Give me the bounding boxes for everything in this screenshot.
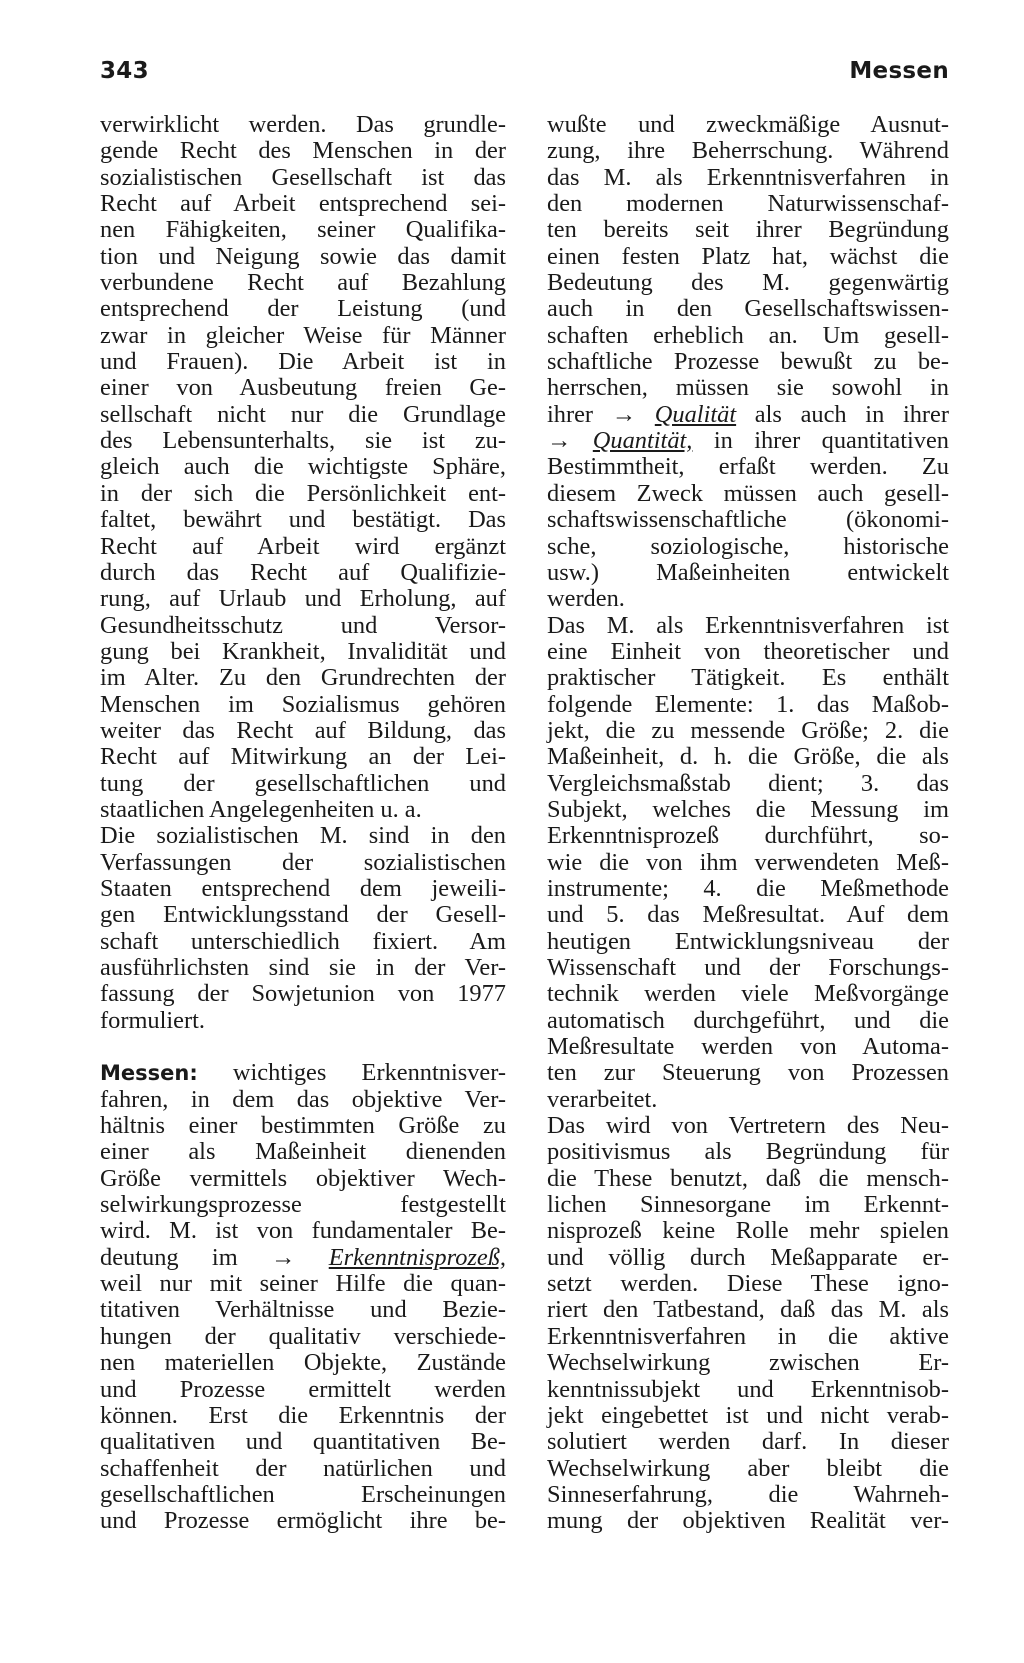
text-line: schaftswissenschaftliche (ökonomi- xyxy=(547,506,949,534)
text-line: zung, ihre Beherrschung. Während xyxy=(547,137,949,165)
text-line: Meßresultate werden von Automa- xyxy=(547,1033,949,1061)
text-line: in der sich die Persönlichkeit ent- xyxy=(100,479,506,507)
text-line: hungen der qualitativ verschiede- xyxy=(100,1322,506,1350)
text-line: tung der gesellschaftlichen und xyxy=(100,769,506,797)
text-line: fassung der Sowjetunion von 1977 xyxy=(100,980,506,1008)
text-line: sellschaft nicht nur die Grundlage xyxy=(100,400,506,428)
text-fragment: → xyxy=(547,427,593,455)
text-line: tion und Neigung sowie das damit xyxy=(100,242,506,270)
text-line: auch in den Gesellschaftswissen- xyxy=(547,295,949,323)
text-fragment: deutung im → xyxy=(100,1243,329,1271)
text-line: des Lebensunterhalts, sie ist zu- xyxy=(100,427,506,455)
text-line: folgende Elemente: 1. das Maßob- xyxy=(547,690,949,718)
text-line: Recht auf Arbeit entsprechend sei- xyxy=(100,190,506,218)
text-line: heutigen Entwicklungsniveau der xyxy=(547,927,949,955)
text-line: staatlichen Angelegenheiten u. a. xyxy=(100,795,422,823)
text-line: instrumente; 4. die Meßmethode xyxy=(547,874,949,902)
text-line: solutiert werden darf. In dieser xyxy=(547,1428,949,1456)
entry-headword: Messen: xyxy=(100,1061,198,1086)
text-line: einer als Maßeinheit dienenden xyxy=(100,1138,506,1166)
text-line-with-cross-reference xyxy=(547,402,949,428)
text-line: Vergleichsmaßstab dient; 3. das xyxy=(547,769,949,797)
text-line: hältnis einer bestimmten Größe zu xyxy=(100,1112,506,1140)
text-line: gen Entwicklungsstand der Gesell- xyxy=(100,901,506,929)
text-line: sozialistischen Gesellschaft ist das xyxy=(100,163,506,191)
text-line: selwirkungsprozesse festgestellt xyxy=(100,1191,506,1219)
text-line: mung der objektiven Realität ver- xyxy=(547,1507,949,1535)
cross-reference-link[interactable]: Erkenntnisprozeß, xyxy=(328,1243,506,1271)
text-line: positivismus als Begründung für xyxy=(547,1138,949,1166)
text-line: Gesundheitsschutz und Versor- xyxy=(100,611,506,639)
text-line: usw.) Maßeinheiten entwickelt xyxy=(547,558,949,586)
text-fragment: in ihrer quantitativen xyxy=(692,427,949,455)
text-line-with-cross-reference xyxy=(547,428,949,454)
text-line: durch das Recht auf Qualifizie- xyxy=(100,558,506,586)
text-line: weiter das Recht auf Bildung, das xyxy=(100,716,506,744)
text-line: weil nur mit seiner Hilfe die quan- xyxy=(100,1270,506,1298)
text-line: riert den Tatbestand, daß das M. als xyxy=(547,1296,949,1324)
text-line: praktischer Tätigkeit. Es enthält xyxy=(547,664,949,692)
text-line: jekt, die zu messende Größe; 2. die xyxy=(547,716,949,744)
text-line: zwar in gleicher Weise für Männer xyxy=(100,321,506,349)
text-line: Erkenntnisverfahren in die aktive xyxy=(547,1322,949,1350)
text-line: gung bei Krankheit, Invalidität und xyxy=(100,637,506,665)
text-line: können. Erst die Erkenntnis der xyxy=(100,1401,506,1429)
text-line: eine Einheit von theoretischer und xyxy=(547,637,949,665)
text-line: wird. M. ist von fundamentaler Be- xyxy=(100,1217,506,1245)
text-line: nen materiellen Objekte, Zustände xyxy=(100,1349,506,1377)
text-line: wußte und zweckmäßige Ausnut- xyxy=(547,111,949,138)
entry-first-line xyxy=(100,1060,506,1086)
text-line: verwirklicht werden. Das grundle- xyxy=(100,111,506,138)
text-line: wie die von ihm verwendeten Meß- xyxy=(547,848,949,876)
text-line: und völlig durch Meßapparate er- xyxy=(547,1243,949,1271)
text-line: einer von Ausbeutung freien Ge- xyxy=(100,374,506,402)
text-line: und Prozesse ermöglicht ihre be- xyxy=(100,1507,506,1535)
text-fragment: ihrer → xyxy=(547,400,655,428)
text-line: entsprechend der Leistung (und xyxy=(100,295,506,323)
page-number: 343 xyxy=(100,58,149,84)
text-fragment: als auch in ihrer xyxy=(736,400,949,428)
text-line: jekt eingebettet ist und nicht verab- xyxy=(547,1401,949,1429)
text-line: die These benutzt, daß die mensch- xyxy=(547,1164,949,1192)
text-line: Sinneserfahrung, die Wahrneh- xyxy=(547,1480,949,1508)
text-line: ten zur Steuerung von Prozessen xyxy=(547,1059,949,1087)
text-line: Staaten entsprechend dem jeweili- xyxy=(100,874,506,902)
text-line: Wechselwirkung zwischen Er- xyxy=(547,1349,949,1377)
text-line: faltet, bewährt und bestätigt. Das xyxy=(100,506,506,534)
text-line: gleich auch die wichtigste Sphäre, xyxy=(100,453,506,481)
text-line: werden. xyxy=(547,585,625,613)
text-line: ten bereits seit ihrer Begründung xyxy=(547,216,949,244)
paragraph-gap xyxy=(100,1034,506,1060)
text-line: einen festen Platz hat, wächst die xyxy=(547,242,949,270)
text-line: Das M. als Erkenntnisverfahren ist xyxy=(547,611,949,639)
text-line: formuliert. xyxy=(100,1006,205,1034)
text-line: schaft unterschiedlich fixiert. Am xyxy=(100,927,506,955)
text-line: kenntnissubjekt und Erkenntnisob- xyxy=(547,1375,949,1403)
text-line: Recht auf Arbeit wird ergänzt xyxy=(100,532,506,560)
text-line: gesellschaftlichen Erscheinungen xyxy=(100,1480,506,1508)
text-line: Maßeinheit, d. h. die Größe, die als xyxy=(547,743,949,771)
text-line: setzt werden. Diese These igno- xyxy=(547,1270,949,1298)
text-line: verbundene Recht auf Bezahlung xyxy=(100,269,506,297)
text-line: Bestimmtheit, erfaßt werden. Zu xyxy=(547,453,949,481)
running-title: Messen xyxy=(849,58,949,84)
text-line: Größe vermittels objektiver Wech- xyxy=(100,1164,506,1192)
text-line: schaftliche Prozesse bewußt zu be- xyxy=(547,348,949,376)
text-fragment: wichtiges Erkenntnisver- xyxy=(197,1059,506,1087)
running-head xyxy=(100,58,949,90)
text-line: ausführlichsten sind sie in der Ver- xyxy=(100,954,506,981)
text-line: und 5. das Meßresultat. Auf dem xyxy=(547,901,949,929)
text-line: schaffenheit der natürlichen und xyxy=(100,1454,506,1482)
text-line: den modernen Naturwissenschaf- xyxy=(547,190,949,218)
text-line: titativen Verhältnisse und Bezie- xyxy=(100,1296,506,1324)
right-column xyxy=(547,112,949,1535)
text-line: und Frauen). Die Arbeit ist in xyxy=(100,348,506,376)
text-line: Subjekt, welches die Messung im xyxy=(547,795,949,823)
text-line: automatisch durchgeführt, und die xyxy=(547,1006,949,1034)
text-line: Menschen im Sozialismus gehören xyxy=(100,690,506,718)
text-line: Erkenntnisprozeß durchführt, so- xyxy=(547,822,949,850)
text-line: und Prozesse ermittelt werden xyxy=(100,1375,506,1403)
text-line: im Alter. Zu den Grundrechten der xyxy=(100,664,506,692)
text-line: Das wird von Vertretern des Neu- xyxy=(547,1112,949,1140)
text-line: diesem Zweck müssen auch gesell- xyxy=(547,479,949,507)
cross-reference-link[interactable]: Qualität xyxy=(654,400,737,428)
text-line: gende Recht des Menschen in der xyxy=(100,137,506,165)
text-line: technik werden viele Meßvorgänge xyxy=(547,980,949,1008)
text-line: Die sozialistischen M. sind in den xyxy=(100,822,506,850)
text-line: Wechselwirkung aber bleibt die xyxy=(547,1454,949,1482)
text-line: Wissenschaft und der Forschungs- xyxy=(547,954,949,981)
text-line: fahren, in dem das objektive Ver- xyxy=(100,1085,506,1113)
text-line: lichen Sinnesorgane im Erkennt- xyxy=(547,1191,949,1219)
text-line: verarbeitet. xyxy=(547,1085,658,1113)
text-line: schaften erheblich an. Um gesell- xyxy=(547,321,949,349)
left-column xyxy=(100,112,506,1535)
text-line: rung, auf Urlaub und Erholung, auf xyxy=(100,585,506,613)
text-line: nen Fähigkeiten, seiner Qualifika- xyxy=(100,216,506,244)
text-line: das M. als Erkenntnisverfahren in xyxy=(547,163,949,191)
text-line: Recht auf Mitwirkung an der Lei- xyxy=(100,743,506,771)
text-line: sche, soziologische, historische xyxy=(547,532,949,560)
cross-reference-link[interactable]: Quantität, xyxy=(592,427,693,455)
text-line: Verfassungen der sozialistischen xyxy=(100,848,506,876)
text-line-with-cross-reference xyxy=(100,1245,506,1271)
text-line: herrschen, müssen sie sowohl in xyxy=(547,374,949,402)
text-line: qualitativen und quantitativen Be- xyxy=(100,1428,506,1456)
text-line: nisprozeß keine Rolle mehr spielen xyxy=(547,1217,949,1245)
text-line: Bedeutung des M. gegenwärtig xyxy=(547,269,949,297)
